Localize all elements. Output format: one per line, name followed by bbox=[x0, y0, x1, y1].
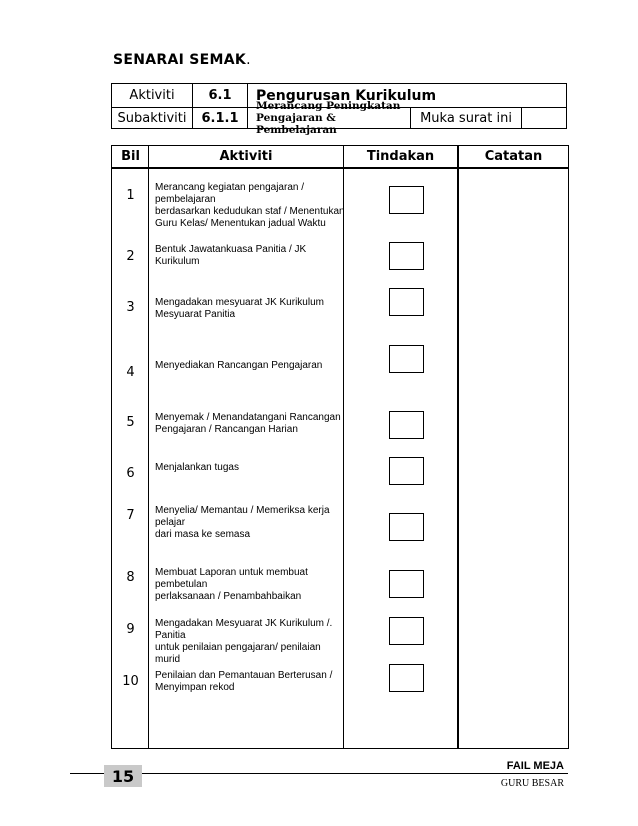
row-8-checkbox[interactable] bbox=[389, 570, 424, 598]
subactivity-title-line1: Merancang Peningkatan bbox=[256, 100, 401, 112]
page-number: 15 bbox=[104, 765, 142, 787]
subactivity-label: Subaktiviti bbox=[117, 110, 187, 126]
row-8-activity: Membuat Laporan untuk membuat pembetulan perlaksanaan / Penambahbaikan bbox=[155, 567, 308, 602]
row-7-activity: Menyelia/ Memantau / Memeriksa kerja pelajar dari masa ke semasa bbox=[155, 505, 330, 540]
row-6-activity: Menjalankan tugas bbox=[155, 462, 239, 473]
heading-text: SENARAI SEMAK bbox=[113, 52, 247, 68]
row-10-activity: Penilaian dan Pemantauan Berterusan / Menyimpan rekod bbox=[155, 670, 333, 693]
footer-divider bbox=[70, 773, 568, 774]
page-reference-label: Muka surat ini bbox=[420, 110, 512, 126]
subactivity-row bbox=[112, 100, 566, 136]
row-2-activity: Bentuk Jawatankuasa Panitia / JK Kurikulum bbox=[155, 244, 307, 267]
row-3-activity: Mengadakan mesyuarat JK Kurikulum Mesyuarat Panitia bbox=[155, 297, 324, 320]
page-heading bbox=[113, 52, 251, 68]
activity-label: Aktiviti bbox=[129, 88, 175, 103]
row-5-checkbox[interactable] bbox=[389, 411, 424, 439]
row-3-number: 3 bbox=[126, 300, 135, 315]
header-catatan: Catatan bbox=[484, 149, 543, 164]
table-header bbox=[112, 146, 568, 169]
heading-dot: . bbox=[246, 52, 251, 68]
row-6-number: 6 bbox=[126, 466, 135, 481]
row-7-number: 7 bbox=[126, 508, 135, 523]
row-9-number: 9 bbox=[126, 622, 135, 637]
activity-info-box bbox=[111, 83, 567, 136]
checklist-table bbox=[111, 145, 569, 749]
row-4-activity: Menyediakan Rancangan Pengajaran bbox=[155, 360, 323, 371]
row-4-number: 4 bbox=[126, 365, 135, 380]
subactivity-code: 6.1.1 bbox=[201, 110, 239, 126]
row-9-checkbox[interactable] bbox=[389, 617, 424, 645]
row-9-activity: Mengadakan Mesyuarat JK Kurikulum /. Panitia untuk penilaian pengajaran/ penilaian murid bbox=[155, 618, 333, 665]
row-1-number: 1 bbox=[126, 188, 135, 203]
header-aktiviti: Aktiviti bbox=[219, 149, 273, 164]
row-3-checkbox[interactable] bbox=[389, 288, 424, 316]
row-10-number: 10 bbox=[122, 674, 139, 689]
row-7-checkbox[interactable] bbox=[389, 513, 424, 541]
row-1-activity: Merancang kegiatan pengajaran / pembelajaran berdasarkan kedudukan staf / Menentukan Guru Kelas/ Menentukan jadual Waktu bbox=[155, 182, 345, 229]
activity-code: 6.1 bbox=[208, 88, 232, 103]
footer-guru-besar: GURU BESAR bbox=[500, 778, 564, 789]
row-5-activity: Menyemak / Menandatangani Rancangan Pengajaran / Rancangan Harian bbox=[155, 412, 341, 435]
row-6-checkbox[interactable] bbox=[389, 457, 424, 485]
row-8-number: 8 bbox=[126, 570, 135, 585]
row-10-checkbox[interactable] bbox=[389, 664, 424, 692]
header-bil: Bil bbox=[121, 149, 140, 164]
activity-title: Pengurusan Kurikulum bbox=[256, 87, 437, 104]
row-4-checkbox[interactable] bbox=[389, 345, 424, 373]
row-5-number: 5 bbox=[126, 415, 135, 430]
subactivity-title bbox=[256, 100, 416, 136]
subactivity-title-line2: Pengajaran & Pembelajaran bbox=[256, 112, 337, 136]
row-2-number: 2 bbox=[126, 249, 135, 264]
row-2-checkbox[interactable] bbox=[389, 242, 424, 270]
row-1-checkbox[interactable] bbox=[389, 186, 424, 214]
footer-fail-meja: FAIL MEJA bbox=[506, 760, 564, 772]
header-tindakan: Tindakan bbox=[366, 149, 435, 164]
